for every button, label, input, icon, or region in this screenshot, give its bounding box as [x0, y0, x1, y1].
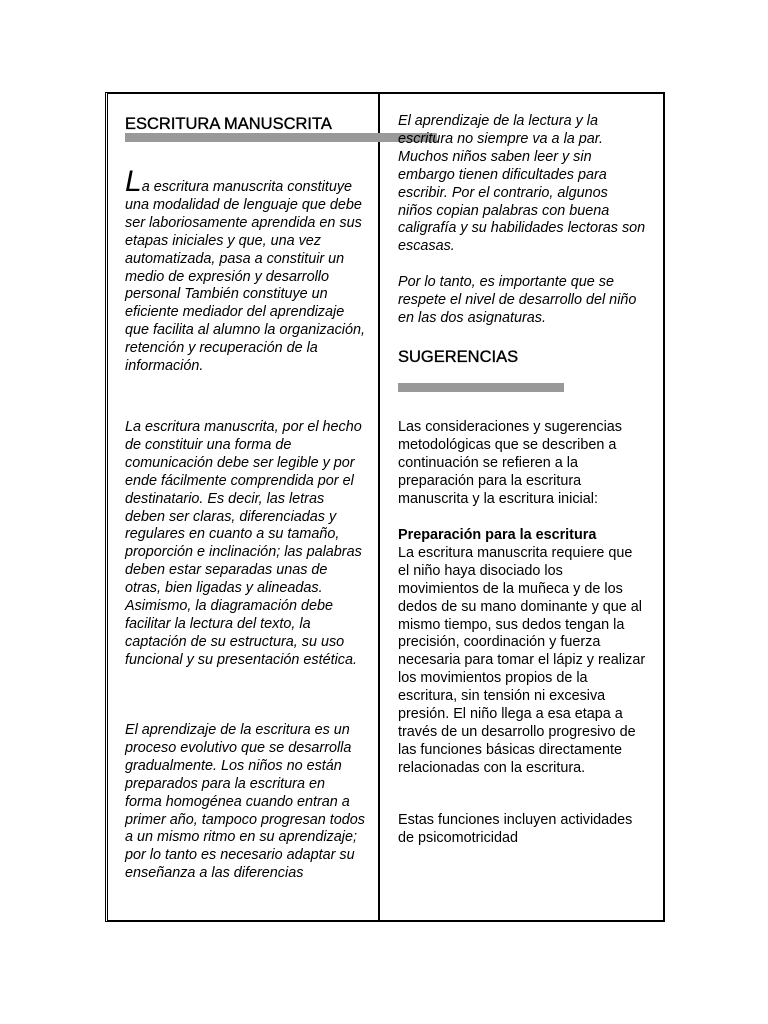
heading-underline-bar-sugerencias — [398, 383, 564, 392]
left-paragraph-1-text: a escritura manuscrita constituye una modalidad de lenguaje que debe ser laboriosamente aprendida en sus etapas iniciales y que, una vez automatizada, pasa a constituir un medio de expresión y desarrollo personal También constituye un eficiente mediador del aprendizaje que facilita al alumno la organización, retención y recuperación de la información. — [125, 179, 365, 375]
right-paragraph-2: Por lo tanto, es importante que se respete el nivel de desarrollo del niño en las dos asignaturas. — [398, 274, 637, 326]
drop-cap: L — [125, 165, 142, 198]
right-paragraph-1: El aprendizaje de la lectura y la escritura no siempre va a la par. Muchos niños saben leer y sin embargo tienen dificultades para escribir. Por el contrario, algunos niños copian palabras con buena caligrafía y su habilidades lectoras son escasas. — [398, 113, 646, 255]
section-heading-sugerencias: SUGERENCIAS — [398, 348, 519, 366]
column-divider — [378, 93, 380, 920]
right-paragraph-5: Estas funciones incluyen actividades de psicomotricidad — [398, 812, 633, 846]
left-paragraph-2: La escritura manuscrita, por el hecho de constituir una forma de comunicación debe ser legible y por ende fácilmente comprendida por el destinatario. Es decir, las letras deben ser claras, diferenciadas y regulares en cuanto a su tamaño, proporción e inclinación; las palabras deben estar separadas unas de otras, bien ligadas y alineadas. Asimismo, la diagramación debe facilitar la lectura del texto, la captación de su estructura, su uso funcional y su presentación estética. — [125, 419, 362, 668]
right-paragraph-3: Las consideraciones y sugerencias metodológicas que se describen a continuación se refieren a la preparación para la escritura manuscrita y la escritura inicial: — [398, 419, 622, 507]
right-paragraph-4: La escritura manuscrita requiere que el niño haya disociado los movimientos de la muñeca y de los dedos de su mano dominante y que al mismo tiempo, sus dedos tengan la precisión, coordinación y fuerza necesaria para tomar el lápiz y realizar los movimientos propios de la escritura, sin tensión ni excesiva presión. El niño llega a esa etapa a través de un desarrollo progresivo de las funciones básicas directamente relacionadas con la escritura. — [398, 544, 646, 776]
right-section-preparacion — [398, 527, 646, 778]
left-paragraph-3: El aprendizaje de la escritura es un proceso evolutivo que se desarrolla gradualmente. Los niños no están preparados para la escritura en forma homogénea cuando entran a primer año, tampoco progresan todos a un mismo ritmo en su aprendizaje; por lo tanto es necesario adaptar su enseñanza a las diferencias — [125, 722, 365, 882]
section-heading-escritura-manuscrita: ESCRITURA MANUSCRITA — [125, 115, 332, 133]
left-paragraph-1 — [125, 165, 365, 376]
heading-underline-bar — [125, 133, 437, 142]
subheading-preparacion: Preparación para la escritura — [398, 527, 597, 543]
